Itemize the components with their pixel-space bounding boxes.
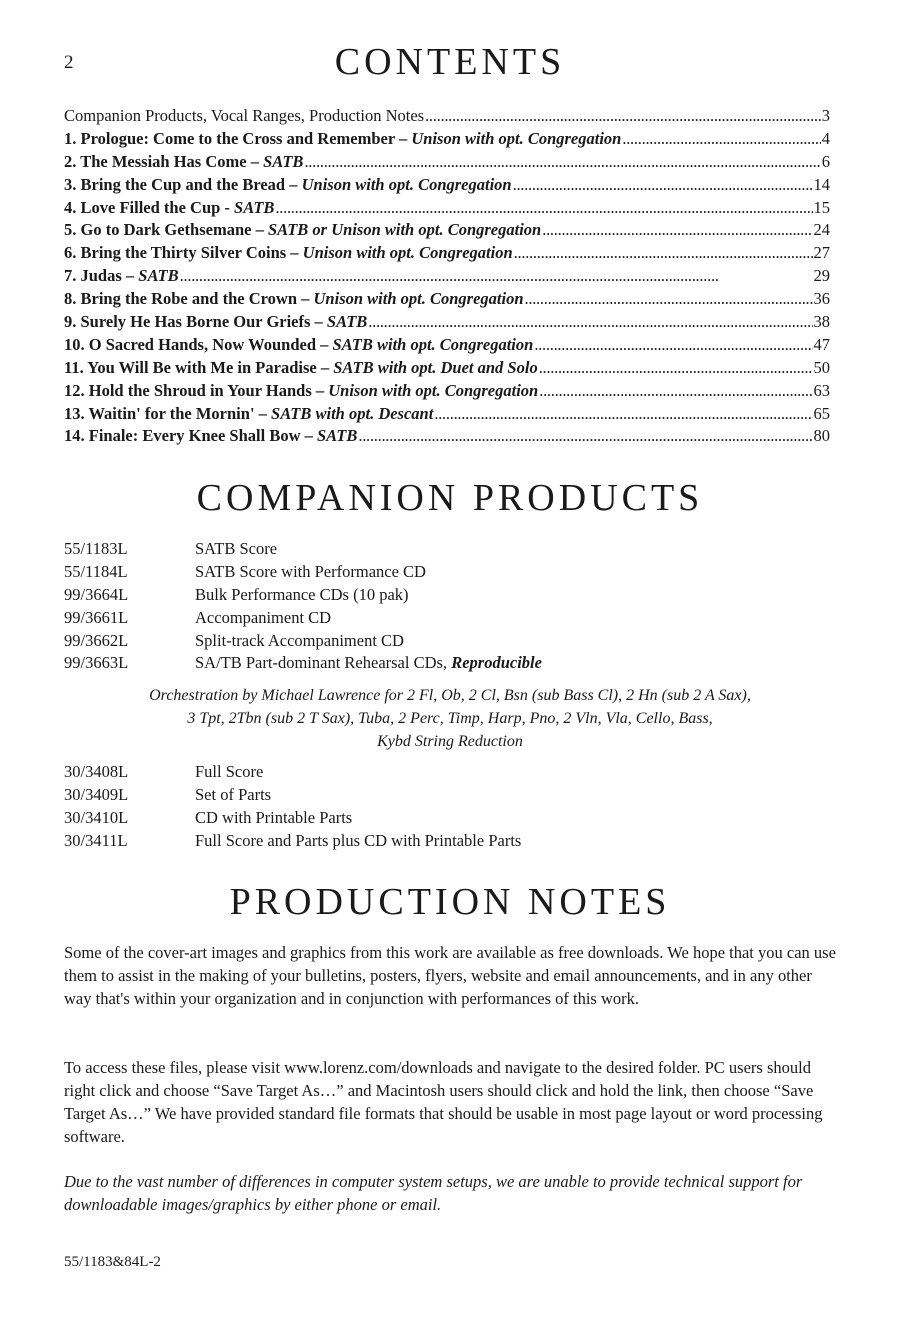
toc-page-number: 3 xyxy=(821,106,830,125)
product-description xyxy=(195,538,824,561)
toc-entry-voicing: SATB xyxy=(138,266,179,286)
toc-entry-title xyxy=(64,242,513,265)
product-description-text: Full Score and Parts plus CD with Printable Parts xyxy=(195,830,522,850)
toc-entry-title xyxy=(64,357,538,380)
toc-entry xyxy=(64,151,830,174)
product-emphasis: Reproducible xyxy=(451,653,542,673)
toc-entry-bold: 5. Go to Dark Gethsemane – xyxy=(64,220,268,240)
toc-entry-bold: 11. You Will Be with Me in Paradise – xyxy=(64,357,334,377)
toc-page-number: 14 xyxy=(813,174,830,194)
product-code: 30/3411L xyxy=(64,830,128,850)
toc-entry-bold: 13. Waitin' for the Mornin' – xyxy=(64,403,272,423)
toc-leader-dots xyxy=(513,174,813,197)
product-code: 30/3408L xyxy=(64,762,129,781)
toc-page-number: 15 xyxy=(813,197,830,217)
toc-entry-bold: 8. Bring the Robe and the Crown – xyxy=(64,289,314,309)
product-description-text: Accompaniment CD xyxy=(195,607,332,627)
footer-catalog-number: 55/1183&84L-2 xyxy=(64,1254,161,1270)
toc-entry-bold: 7. Judas – xyxy=(64,266,139,286)
toc-leader-dots xyxy=(434,403,812,426)
product-description xyxy=(195,630,824,653)
toc-entry-voicing: Unison with opt. Congregation xyxy=(301,174,512,194)
toc-entry-voicing: SATB with opt. Descant xyxy=(271,403,434,423)
production-paragraph-access: To access these files, please visit www.lorenz.com/downloads and navigate to the desired folder. PC users should right click and choose “Save Target As…” and Macintosh users should click and hold the link, then choose “Save Target As…” We have provided standard file formats that should be usable in most page layout or word processing software. xyxy=(64,1058,823,1146)
toc-entry xyxy=(64,174,830,197)
product-description-text: SATB Score with Performance CD xyxy=(195,561,426,581)
toc-page-number: 65 xyxy=(813,403,830,423)
toc-entry-bold: 6. Bring the Thirty Silver Coins – xyxy=(64,243,303,263)
product-code: 99/3661L xyxy=(64,607,129,627)
toc-entry-voicing: SATB with opt. Congregation xyxy=(332,334,534,354)
toc-page-number: 24 xyxy=(813,220,830,240)
production-paragraph-disclaimer: Due to the vast number of differences in computer system setups, we are unable to provide technical support for downloadable images/graphics by either phone or email. xyxy=(64,1172,803,1214)
product-description-text: SATB Score xyxy=(195,539,278,558)
table-of-contents xyxy=(64,105,830,448)
companion-products-heading: COMPANION PRODUCTS xyxy=(196,477,704,519)
toc-page-number: 63 xyxy=(813,380,830,400)
product-code: 99/3663L xyxy=(64,653,129,673)
toc-page-number: 36 xyxy=(813,289,830,309)
toc-entry-title xyxy=(64,219,541,242)
product-row xyxy=(64,584,824,607)
product-description-text: Split-track Accompaniment CD xyxy=(195,630,404,650)
product-description xyxy=(195,584,824,607)
toc-entry xyxy=(64,265,830,288)
toc-entry-bold: 3. Bring the Cup and the Bread – xyxy=(64,174,302,194)
product-code: 55/1184L xyxy=(64,561,128,581)
product-description-text: Set of Parts xyxy=(195,784,272,804)
toc-entry-title xyxy=(64,288,524,311)
toc-entry-voicing: Unison with opt. Congregation xyxy=(328,380,539,400)
production-notes-heading: PRODUCTION NOTES xyxy=(229,881,671,923)
toc-leader-dots xyxy=(358,425,812,448)
toc-leader-dots xyxy=(525,288,813,311)
toc-entry xyxy=(64,242,830,265)
product-row xyxy=(64,807,824,830)
product-description-text: SA/TB Part-dominant Rehearsal CDs, xyxy=(195,653,452,673)
toc-leader-dots xyxy=(622,128,820,151)
toc-leader-dots xyxy=(180,265,813,288)
product-description xyxy=(195,761,824,784)
toc-page-number: 29 xyxy=(813,266,830,286)
toc-entry-title xyxy=(64,197,274,220)
toc-leader-dots xyxy=(534,334,812,357)
toc-entry xyxy=(64,105,830,128)
toc-entry xyxy=(64,403,830,426)
toc-entry-bold: 1. Prologue: Come to the Cross and Remember – xyxy=(64,128,412,148)
product-code: 30/3410L xyxy=(64,807,129,827)
toc-entry xyxy=(64,311,830,334)
toc-entry-title xyxy=(64,128,621,151)
toc-entry-voicing: Unison with opt. Congregation xyxy=(302,243,513,263)
product-code: 55/1183L xyxy=(64,539,128,558)
toc-leader-dots xyxy=(304,151,820,174)
toc-entry-plain: Companion Products, Vocal Ranges, Production Notes xyxy=(64,106,425,125)
toc-entry-title xyxy=(64,334,533,357)
product-row xyxy=(64,761,824,784)
toc-entry xyxy=(64,334,830,357)
product-description xyxy=(195,652,824,675)
toc-entry-voicing: SATB xyxy=(234,197,275,217)
toc-entry xyxy=(64,288,830,311)
product-row xyxy=(64,561,824,584)
toc-page-number: 47 xyxy=(813,334,830,354)
toc-entry-bold: 14. Finale: Every Knee Shall Bow – xyxy=(64,426,317,446)
toc-entry-voicing: SATB or Unison with opt. Congregation xyxy=(267,220,542,240)
toc-entry xyxy=(64,128,830,151)
toc-entry-voicing: SATB xyxy=(317,426,358,446)
toc-page-number: 6 xyxy=(821,151,830,171)
product-description-text: CD with Printable Parts xyxy=(195,807,353,827)
orchestration-line: 3 Tpt, 2Tbn (sub 2 T Sax), Tuba, 2 Perc, Timp, Harp, Pno, 2 Vln, Vla, Cello, Bass, xyxy=(187,710,713,727)
toc-leader-dots xyxy=(514,242,813,265)
toc-entry-bold: 4. Love Filled the Cup - xyxy=(64,197,235,217)
product-row xyxy=(64,830,824,853)
toc-page-number: 38 xyxy=(813,312,830,332)
toc-entry-title xyxy=(64,311,367,334)
toc-entry-bold: 2. The Messiah Has Come – xyxy=(64,151,264,171)
contents-heading: CONTENTS xyxy=(334,41,566,83)
toc-entry-voicing: SATB xyxy=(326,312,368,332)
choral-product-list xyxy=(64,538,824,675)
toc-page-number: 4 xyxy=(821,128,830,148)
toc-entry-title xyxy=(64,380,538,403)
toc-entry-title xyxy=(64,425,357,448)
product-description xyxy=(195,807,824,830)
product-code: 99/3664L xyxy=(64,584,129,604)
toc-entry xyxy=(64,197,830,220)
toc-entry-title xyxy=(64,174,512,197)
orchestration-line: Orchestration by Michael Lawrence for 2 Fl, Ob, 2 Cl, Bsn (sub Bass Cl), 2 Hn (sub 2 A Sax), xyxy=(149,687,751,704)
toc-entry xyxy=(64,380,830,403)
toc-entry-bold: 9. Surely He Has Borne Our Griefs – xyxy=(64,312,327,332)
product-description xyxy=(195,784,824,807)
toc-leader-dots xyxy=(542,219,812,242)
toc-entry-voicing: SATB xyxy=(263,151,304,171)
toc-page-number: 50 xyxy=(813,357,830,377)
toc-leader-dots xyxy=(425,105,821,128)
toc-entry-voicing: Unison with opt. Congregation xyxy=(411,128,622,148)
toc-entry xyxy=(64,425,830,448)
product-row xyxy=(64,538,824,561)
product-description xyxy=(195,561,824,584)
toc-entry xyxy=(64,357,830,380)
orchestra-product-list xyxy=(64,761,824,853)
toc-entry-title xyxy=(64,265,179,288)
toc-entry-voicing: SATB with opt. Duet and Solo xyxy=(333,357,538,377)
toc-entry-title xyxy=(64,105,424,128)
product-row xyxy=(64,607,824,630)
production-paragraph-downloads: Some of the cover-art images and graphics from this work are available as free downloads. We hope that you can use them to assist in the making of your bulletins, posters, flyers, website and email announcements, and in any other way that's within your organization and in conjunction with performances of this work. xyxy=(64,943,836,1008)
toc-entry-voicing: Unison with opt. Congregation xyxy=(313,289,524,309)
toc-entry-bold: 10. O Sacred Hands, Now Wounded – xyxy=(64,334,333,354)
toc-leader-dots xyxy=(275,197,812,220)
toc-entry-title xyxy=(64,151,303,174)
toc-entry-bold: 12. Hold the Shroud in Your Hands – xyxy=(64,380,329,400)
orchestration-line: Kybd String Reduction xyxy=(377,733,523,750)
toc-leader-dots xyxy=(368,311,812,334)
orchestration-note xyxy=(90,684,810,753)
product-description xyxy=(195,607,824,630)
page-number: 2 xyxy=(64,52,74,73)
product-row xyxy=(64,784,824,807)
product-code: 99/3662L xyxy=(64,630,129,650)
toc-page-number: 27 xyxy=(813,243,830,263)
product-description-text: Full Score xyxy=(195,762,264,781)
product-row xyxy=(64,652,824,675)
toc-entry-title xyxy=(64,403,433,426)
toc-page-number: 80 xyxy=(813,426,830,446)
toc-entry xyxy=(64,219,830,242)
product-row xyxy=(64,630,824,653)
product-description xyxy=(195,830,824,853)
product-code: 30/3409L xyxy=(64,784,129,804)
toc-leader-dots xyxy=(539,380,812,403)
product-description-text: Bulk Performance CDs (10 pak) xyxy=(195,584,409,604)
toc-leader-dots xyxy=(539,357,813,380)
